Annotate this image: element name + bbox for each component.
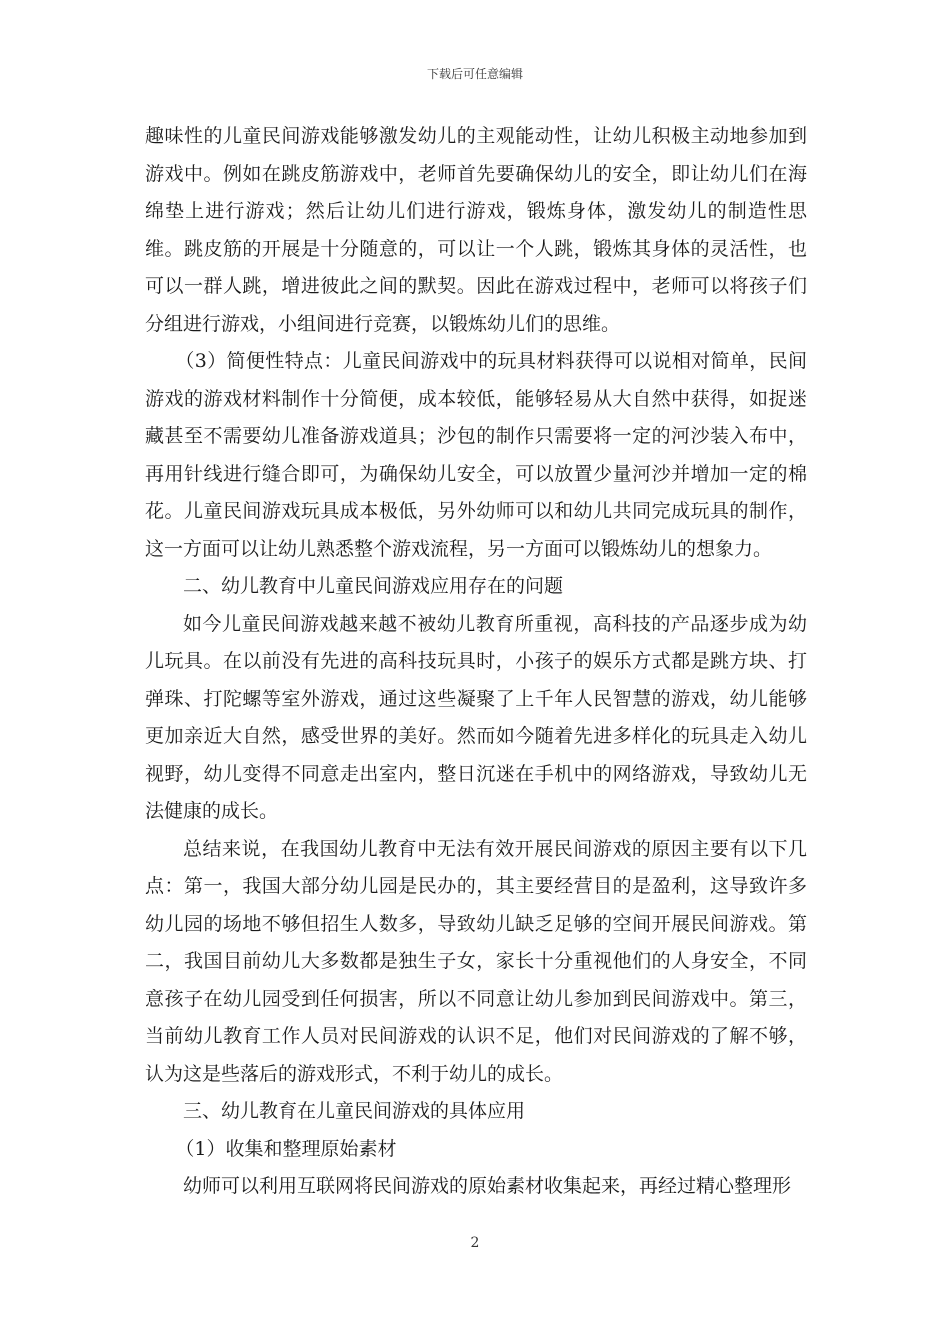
document-body (145, 118, 807, 1206)
page-number: 2 (470, 1235, 480, 1251)
paragraph-simplicity-feature: （3）简便性特点：儿童民间游戏中的玩具材料获得可以说相对简单，民间游戏的游戏材料制作十分简便，成本较低，能够轻易从大自然中获得，如捉迷藏甚至不需要幼儿准备游戏道具；沙包的制作只需要将一定的河沙装入布中，再用针线进行缝合即可，为确保幼儿安全，可以放置少量河沙并增加一定的棉花。儿童民间游戏玩具成本极低，另外幼师可以和幼儿共同完成玩具的制作，这一方面可以让幼儿熟悉整个游戏流程，另一方面可以锻炼幼儿的想象力。 (145, 350, 807, 560)
paragraph-problems-summary: 总结来说，在我国幼儿教育中无法有效开展民间游戏的原因主要有以下几点：第一，我国大部分幼儿园是民办的，其主要经营目的是盈利，这导致许多幼儿园的场地不够但招生人数多，导致幼儿缺乏足够的空间开展民间游戏。第二，我国目前幼儿大多数都是独生子女，家长十分重视他们的人身安全，不同意孩子在幼儿园受到任何损害，所以不同意让幼儿参加到民间游戏中。第三，当前幼儿教育工作人员对民间游戏的认识不足，他们对民间游戏的了解不够，认为这是些落后的游戏形式，不利于幼儿的成长。 (145, 837, 807, 1085)
paragraph-problems-intro: 如今儿童民间游戏越来越不被幼儿教育所重视，高科技的产品逐步成为幼儿玩具。在以前没有先进的高科技玩具时，小孩子的娱乐方式都是跳方块、打弹珠、打陀螺等室外游戏，通过这些凝聚了上千年人民智慧的游戏，幼儿能够更加亲近大自然，感受世界的美好。然而如今随着先进多样化的玩具走入幼儿视野，幼儿变得不同意走出室内，整日沉迷在手机中的网络游戏，导致幼儿无法健康的成长。 (145, 612, 807, 822)
paragraph-fun-feature: 趣味性的儿童民间游戏能够激发幼儿的主观能动性，让幼儿积极主动地参加到游戏中。例如在跳皮筋游戏中，老师首先要确保幼儿的安全，即让幼儿们在海绵垫上进行游戏；然后让幼儿们进行游戏，锻炼身体，激发幼儿的制造性思维。跳皮筋的开展是十分随意的，可以让一个人跳，锻炼其身体的灵活性，也可以一群人跳，增进彼此之间的默契。因此在游戏过程中，老师可以将孩子们分组进行游戏，小组间进行竞赛，以锻炼幼儿们的思维。 (145, 125, 807, 335)
paragraph-collect-materials: 幼师可以利用互联网将民间游戏的原始素材收集起来，再经过精心整理形 (183, 1175, 792, 1197)
section-heading-application: 三、幼儿教育在儿童民间游戏的具体应用 (183, 1100, 526, 1122)
subheading-collect-materials: （1）收集和整理原始素材 (175, 1137, 397, 1160)
page-header: 下载后可任意编辑 (426, 67, 523, 81)
section-heading-problems: 二、幼儿教育中儿童民间游戏应用存在的问题 (183, 575, 564, 597)
